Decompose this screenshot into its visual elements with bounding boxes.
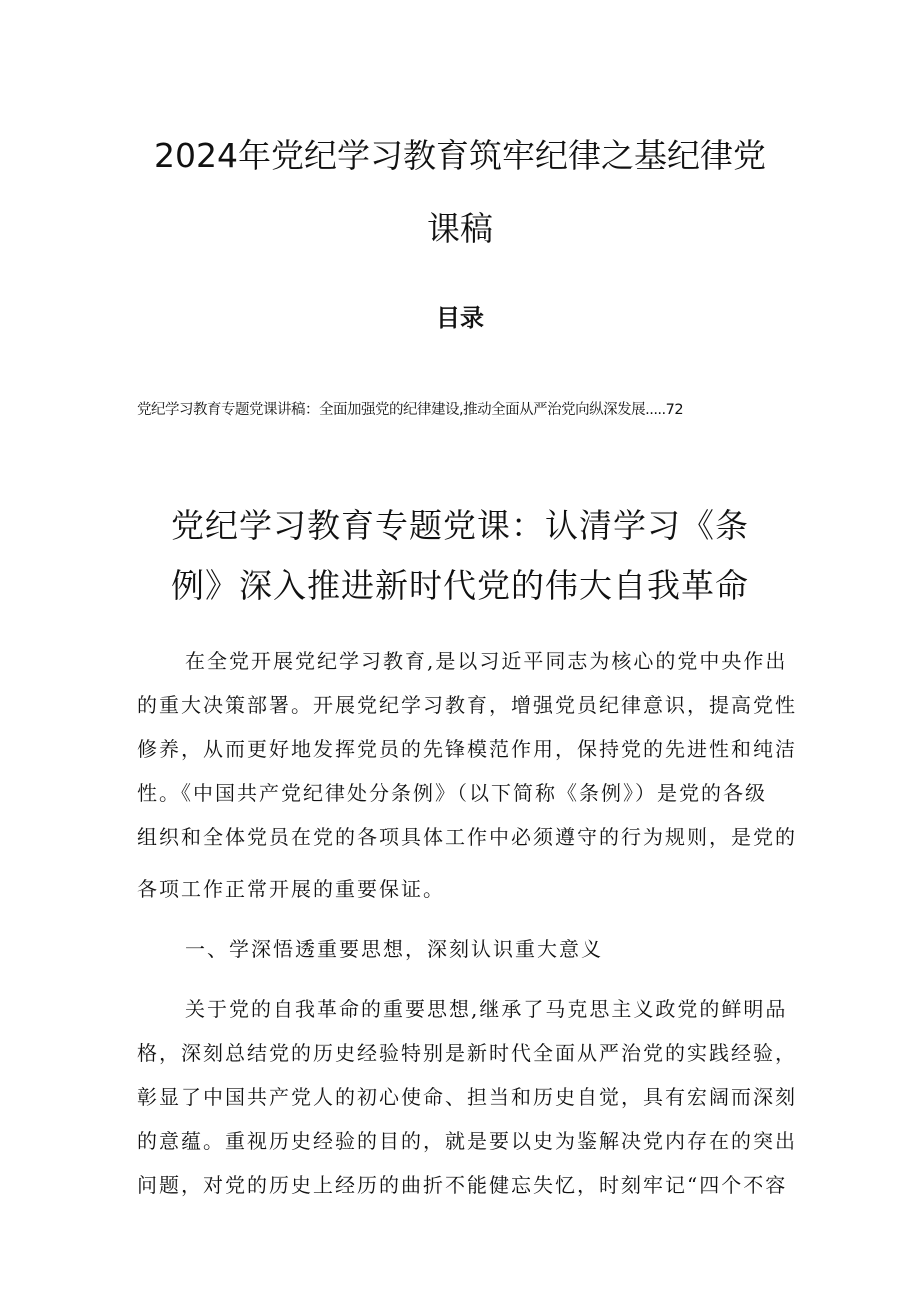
paragraph-2-line-4: 的意蕴。重视历史经验的目的，就是要以史为鉴解决党内存在的突出 xyxy=(137,1129,797,1153)
paragraph-1-line-2: 的重大决策部署。开展党纪学习教育，增强党员纪律意识，提高党性 xyxy=(137,693,797,717)
document-title-line-2: 课稿 xyxy=(427,209,493,248)
section-title-line-2: 例》深入推进新时代党的伟大自我革命 xyxy=(171,566,749,605)
paragraph-2-line-1: 关于党的自我革命的重要思想,继承了马克思主义政党的鲜明品 xyxy=(185,997,788,1021)
subheading-1: 一、学深悟透重要思想，深刻认识重大意义 xyxy=(185,937,603,961)
paragraph-1-line-4: 性。《中国共产党纪律处分条例》（以下简称《条例》）是党的各级 xyxy=(137,781,767,805)
toc-entry[interactable]: 党纪学习教育专题党课讲稿：全面加强党的纪律建设,推动全面从严治党向纵深发展.....72 xyxy=(137,402,684,418)
toc-heading: 目录 xyxy=(436,304,484,332)
section-title-line-1: 党纪学习教育专题党课：认清学习《条 xyxy=(171,506,749,545)
paragraph-2-line-5: 问题，对党的历史上经历的曲折不能健忘失忆，时刻牢记“四个不容 xyxy=(137,1173,788,1197)
document-title-line-1: 2024年党纪学习教育筑牢纪律之基纪律党 xyxy=(154,136,766,175)
paragraph-1-line-6: 各项工作正常开展的重要保证。 xyxy=(137,877,445,901)
paragraph-1-line-3: 修养，从而更好地发挥党员的先锋模范作用，保持党的先进性和纯洁 xyxy=(137,737,797,761)
paragraph-2-line-3: 彰显了中国共产党人的初心使命、担当和历史自觉，具有宏阔而深刻 xyxy=(137,1085,797,1109)
paragraph-1-line-1: 在全党开展党纪学习教育,是以习近平同志为核心的党中央作出 xyxy=(185,649,788,673)
paragraph-1-line-5: 组织和全体党员在党的各项具体工作中必须遵守的行为规则，是党的 xyxy=(137,825,797,849)
paragraph-2-line-2: 格，深刻总结党的历史经验特别是新时代全面从严治党的实践经验， xyxy=(137,1041,797,1065)
